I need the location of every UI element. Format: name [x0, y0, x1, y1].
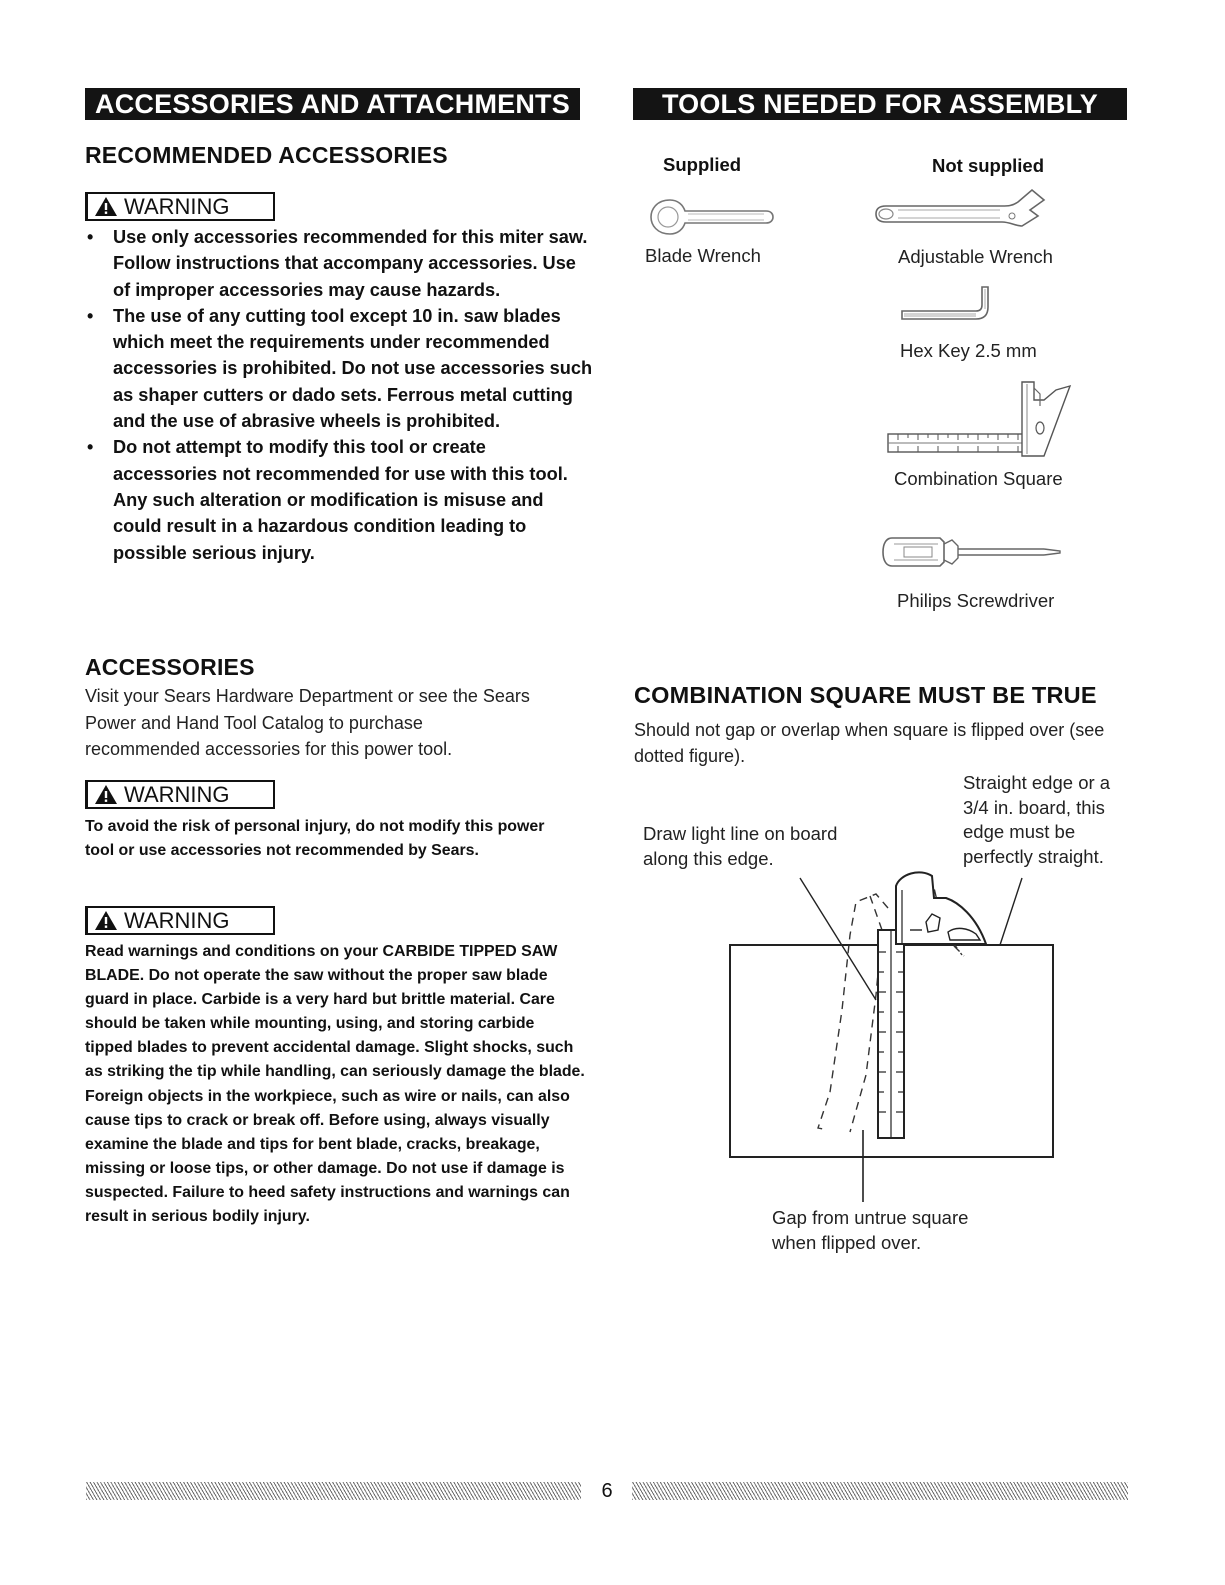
adjustable-wrench-label: Adjustable Wrench	[898, 246, 1053, 267]
warning-label-2-text: WARNING	[124, 782, 230, 807]
screwdriver-icon	[878, 532, 1066, 572]
accessories-banner: ACCESSORIES AND ATTACHMENTS	[85, 88, 580, 120]
warning-1-item: • Use only accessories recommended for this miter saw. Follow instructions that accompany accessories. Use of improper accessories may cause hazards.	[85, 224, 595, 303]
recommended-accessories-heading: RECOMMENDED ACCESSORIES	[85, 142, 448, 168]
warning-triangle-icon	[94, 910, 118, 931]
warning-3-text: Read warnings and conditions on your CARBIDE TIPPED SAW BLADE. Do not operate the saw without the proper saw blade guard in place. Carbide is a very hard but brittle material. Care should be taken while mounting, using, and storing carbide tipped blades to prevent accidental damage. Slight shocks, such as striking the tip while handling, can seriously damage the blade. Foreign objects in the workpiece, such as wire or nails, can also cause tips to crack or break off. Before using, always visually examine the blade and tips for bent blade, cracks, breakage, missing or loose tips, or other damage. Do not use if damage is suspected. Failure to heed safety instructions and warnings can result in serious bodily injury.	[85, 943, 585, 1226]
combination-square-heading: COMBINATION SQUARE MUST BE TRUE	[634, 682, 1097, 708]
warning-label-1	[85, 192, 275, 221]
accessories-text: Visit your Sears Hardware Department or see the Sears Power and Hand Tool Catalog to purchase recommended accessories for this power tool.	[85, 686, 530, 759]
tools-banner: TOOLS NEEDED FOR ASSEMBLY	[633, 88, 1127, 120]
warning-label-2	[85, 780, 275, 809]
warning-1-item: • Do not attempt to modify this tool or create accessories not recommended for use with this tool. Any such alteration or modification is misuse and could result in a hazardous condition leading to possible serious injury.	[85, 434, 595, 565]
warning-label-3	[85, 906, 275, 935]
warning-label-3-text: WARNING	[124, 908, 230, 933]
page-number: 6	[601, 1480, 613, 1502]
supplied-heading: Supplied	[663, 154, 742, 175]
draw-line-label: Draw light line on board along this edge.	[643, 823, 838, 869]
not-supplied-heading: Not supplied	[932, 155, 1045, 176]
blade-wrench-label: Blade Wrench	[645, 245, 761, 266]
hex-key-label: Hex Key 2.5 mm	[900, 340, 1037, 361]
combination-square-icon	[884, 380, 1076, 462]
screwdriver-label: Philips Screwdriver	[897, 590, 1055, 611]
adjustable-wrench-icon	[872, 186, 1050, 236]
footer-rule-left	[86, 1482, 581, 1500]
warning-label-1-text: WARNING	[124, 194, 230, 219]
accessories-heading: ACCESSORIES	[85, 654, 255, 680]
square-trueness-diagram	[700, 860, 1080, 1210]
blade-wrench-icon	[648, 196, 776, 238]
straight-edge-label: Straight edge or a 3/4 in. board, this edge must be perfectly straight.	[963, 772, 1111, 867]
warning-2-text: To avoid the risk of personal injury, do not modify this power tool or use accessories not recommended by Sears.	[85, 818, 545, 860]
warning-triangle-icon	[94, 784, 118, 805]
hex-key-icon	[896, 283, 992, 323]
warning-1-list	[85, 224, 595, 566]
warning-triangle-icon	[94, 196, 118, 217]
combination-square-text: Should not gap or overlap when square is flipped over (see dotted figure).	[634, 720, 1105, 766]
combination-square-label: Combination Square	[894, 468, 1063, 489]
gap-label: Gap from untrue square when flipped over.	[772, 1207, 969, 1253]
warning-1-item: • The use of any cutting tool except 10 in. saw blades which meet the requirements under recommended accessories is prohibited. Do not use accessories such as shaper cutters or dado sets. Ferrous metal cutting and the use of abrasive wheels is prohibited.	[85, 303, 595, 434]
footer-rule-right	[632, 1482, 1128, 1500]
